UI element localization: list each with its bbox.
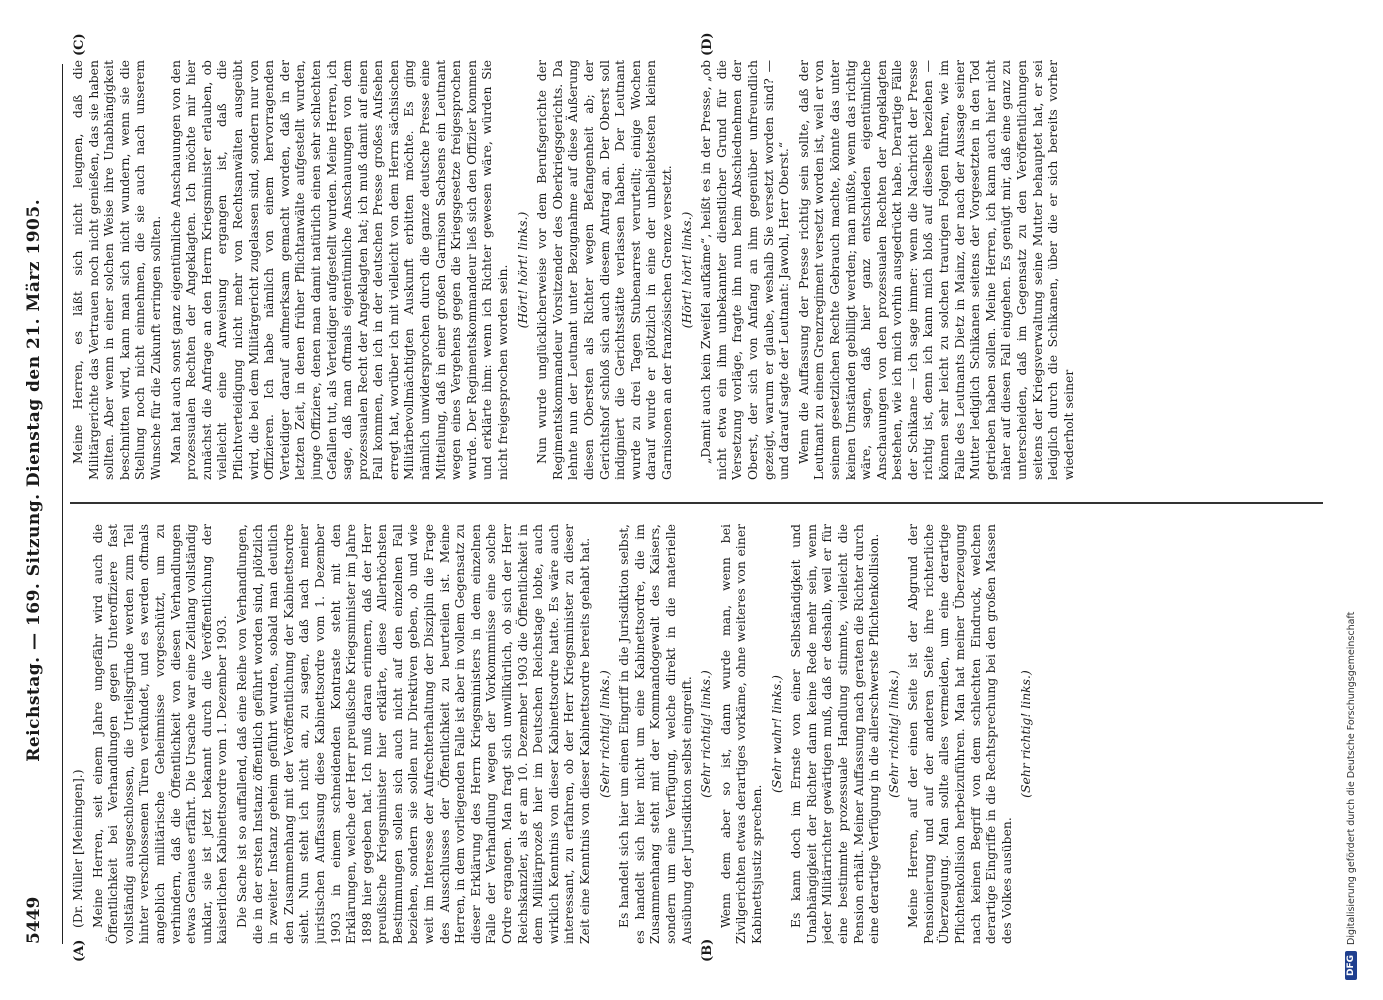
paragraph: Es handelt sich hier um einen Eingriff in die Jurisdiktion selbst, es handelt sich hier nicht um eine Kabinettsordre, die im Zusammenhang steht mit der Kommandogewalt des Kaisers, sondern um eine Verfügung, welche direkt in die materielle Ausübung der Jurisdiktion selbst eingreift. xyxy=(616,524,694,944)
paragraph: Meine Herren, seit einem Jahre ungefähr wird auch die Öffentlichkeit bei Verhandlungen gegen Unteroffiziere fast vollständig ausgeschlossen, die Urteilsgründe werden zum Teil hinter verschlossenen Türen verkündet, und es werden oftmals angeblich militärische Geheimnisse vorgeschützt, um zu verhindern, daß die Öffentlichkeit von diesen Verhandlungen etwas Genaues erfährt. Die Ursache war eine Zeitlang vollständig unklar, sie ist jetzt bekannt durch die Veröffentlichung der kaiserlichen Kabinettsordre vom 1. Dezember 1903. xyxy=(89,524,230,944)
paragraph: Nun wurde unglücklicherweise vor dem Berufsgerichte der Regimentskommandeur Vorsitzender des Oberkriegsgerichts. Da lehnte nun der Leutnant unter Bezugnahme auf diese Äußerung diesen Obersten als Richter wegen Befangenheit ab; der Gerichtshof schloß sich auch diesem Antrag an. Der Oberst soll indigniert die Gerichtsstätte verlassen haben. Der Leutnant wurde zu drei Tagen Stubenarrest verurteilt; einige Wochen darauf wurde er plötzlich in eine der unbeliebtesten kleinen Garnisonen an der französischen Grenze versetzt. xyxy=(534,60,674,480)
page-number: 5449 xyxy=(24,896,44,944)
footer-text: Digitalisierung gefördert durch die Deutsche Forschungsgemeinschaft xyxy=(1345,611,1357,945)
interjection: (Sehr richtig! links.) xyxy=(596,670,612,798)
paragraph: Man hat auch sonst ganz eigentümliche Anschauungen von den prozessualen Rechten der Angeklagten. Ich möchte mir hier zunächst die Anfrage an den Herrn Kriegsminister erlauben, ob vielleicht eine Anweisung ergangen ist, daß die Pflichtverteidigung nicht mehr von Rechtsanwälten ausgeübt wird, die bei dem Militärgericht zugelassen sind, sondern nur von Offizieren. Ich habe nämlich von einem hervorragenden Verteidiger darauf aufmerksam gemacht worden, daß in der letzten Zeit, in denen früher Pflichtanwälte aufgestellt wurden, junge Offiziere, denen man damit natürlich einen sehr schlechten Gefallen tut, als Verteidiger aufgestellt wurden. Meine Herren, ich sage, daß man oftmals eigentümliche Anschauungen von dem prozessualen Recht der Angeklagten hat; ich muß damit auf einen Fall kommen, den ich in der deutschen Presse großes Aufsehen erregt hat, worüber ich mit vielleicht von dem Herrn sächsischen Militärbevollmächtigten Auskunft erbitten möchte. Es ging nämlich unwidersprochen durch die ganze deutsche Presse eine Mitteilung, daß in einer großen Garnison Sachsens ein Leutnant wegen eines Vergehens gegen die Kriegsgesetze freigesprochen wurde. Der Regimentskommandeur ließ sich den Offizier kommen und erklärte ihm: wenn ich Richter gewesen wäre, würden Sie nicht freigesprochen worden sein. xyxy=(167,60,511,480)
paragraph: Wenn dem aber so ist, dann wurde man, wenn bei Zivilgerichten etwas derartiges vorkäme, ohne weiteres von einer Kabinettsjustiz sprechen. xyxy=(717,524,764,944)
dfg-logo-icon: DFG xyxy=(1345,951,1357,980)
interjection: (Hört! hört! links.) xyxy=(678,211,694,329)
left-column xyxy=(70,524,1323,944)
interjection: (Sehr richtig! links.) xyxy=(698,670,714,798)
paragraph: Meine Herren, auf der einen Seite ist der Abgrund der Pensionierung und auf der anderen Seite ihre richterliche Überzeugung. Man sollte alles vermeiden, um eine derartige Pflichtenkollision herbeizuführen. Man hat meiner Überzeugung nach keinen Begriff von dem schlechten Eindruck, welchen derartige Eingriffe in die Rechtsprechung bei den großen Massen des Volkes ausüben. xyxy=(905,524,1014,944)
interjection: (Hört! hört! links.) xyxy=(514,211,530,329)
margin-marker-c: (C) xyxy=(72,33,87,56)
running-title: Reichstag. — 169. Sitzung. Dienstag den 21. März 1905. xyxy=(24,198,44,762)
margin-marker-d: (D) xyxy=(700,32,715,56)
margin-marker-a: (A) xyxy=(72,939,87,962)
right-column xyxy=(70,60,1323,480)
interjection: (Sehr richtig! links.) xyxy=(885,670,901,798)
column-divider xyxy=(70,502,1323,504)
paragraph: Wenn die Auffassung der Presse richtig sein sollte, daß der Leutnant zu einem Grenzregiment versetzt worden ist, weil er von seinem gesetzlichen Rechte Gebrauch machte, könnte das unter keinen Umständen gebilligt werden; man müßte, wenn das richtig wäre, sagen, daß hier ganz entschieden eigentümliche Anschauungen von den prozessualen Rechten der Angeklagten bestehen, wie ich mich vorhin ausgedrückt habe. Derartige Fälle der Schikane — ich sage immer: wenn die Nachricht der Presse richtig ist, denn ich kann mich bloß auf dieselbe beziehen — können sehr leicht zu solchen traurigen Folgen führen, wie im Falle des Leutnants Dietz in Mainz, der nach der Aussage seiner Mutter lediglich Schikanen seitens der Vorgesetzten in den Tod getrieben haben sollen. Meine Herren, ich kann auch hier nicht näher auf diesen Fall eingehen. Es genügt mir, daß eine ganz zu unterscheiden, daß im Gegensatz zu den Veröffentlichungen seitens der Kriegsverwaltung seine Mutter behauptet hat, er sei lediglich durch die Schikanen, über die er sich bereits vorher wiederholt seiner xyxy=(795,60,1076,480)
page-header xyxy=(18,64,63,944)
speaker-line: (Dr. Müller [Meiningen].) xyxy=(70,769,85,928)
paragraph: „Damit auch kein Zweifel aufkäme“, heißt es in der Presse, „ob nicht etwa ein ihm unbekannter dienstlicher Grund für die Versetzung vorläge, fragte ihn nun beim Abschiednehmen der Oberst, der sich von Anfang an ihm gegenüber unfreundlich gezeigt, warum er glaube, weshalb Sie versetzt worden sind? — und darauf sagte der Leutnant: Jawohl, Herr Oberst.“ xyxy=(698,60,792,480)
margin-marker-b: (B) xyxy=(700,938,715,962)
digitization-footer xyxy=(1345,20,1357,980)
paragraph: Es kann doch im Ernste von einer Selbständigkeit und Unabhängigkeit der Richter dann keine Rede mehr sein, wenn jeder Militärrichter gewärtigen muß, daß er deshalb, weil er für eine bestimmte prozessuale Handlung stimmte, vielleicht die Pension erhält. Meiner Auffassung nach geraten die Richter durch eine derartige Verfügung in die allerschwerste Pflichtenkollision. xyxy=(788,524,882,944)
paragraph: Die Sache ist so auffallend, daß eine Reihe von Verhandlungen, die in der ersten Instanz öffentlich geführt worden sind, plötzlich in zweiter Instanz geheim geführt wurden, sobald man deutlich den Zusammenhang mit der Veröffentlichung der Kabinettsordre sieht. Nun steht ich nicht an, zu sagen, daß nach meiner juristischen Auffassung diese Kabinettsordre vom 1. Dezember 1903 in einem schneidenden Kontraste steht mit den Erklärungen, welche der Herr preußische Kriegsminister im Jahre 1898 hier gegeben hat. Ich muß daran erinnern, daß der Herr preußische Kriegsminister hier erklärte, diese Allerhöchsten Bestimmungen sollen sich auch nicht auf den einzelnen Fall beziehen, sondern sie sollen nur Direktiven geben, ob und wie weit im Interesse der Aufrechterhaltung der Disziplin die Frage des Ausschlusses der Öffentlichkeit zu beurteilen ist. Meine Herren, in dem vorliegenden Falle ist aber in vollem Gegensatz zu dieser Erklärung des Herrn Kriegsministers in dem einzelnen Falle der Verhandlung wegen der Vorkommnisse eine solche Ordre ergangen. Man fragt sich unwillkürlich, ob sich der Herr Reichskanzler, als er am 10. Dezember 1903 die Öffentlichkeit in dem Militärprozeß hier im Deutschen Reichstage lobte, auch wirklich Kenntnis von dieser Kabinettsordre hatte. Es wäre auch interessant, zu erfahren, ob der Herr Kriegsminister zu dieser Zeit eine Kenntnis von dieser Kabinettsordre bereits gehabt hat. xyxy=(233,524,592,944)
paragraph: Meine Herren, es läßt sich nicht leugnen, daß die Militärgerichte das Vertrauen noch nicht genießen, das sie haben sollten. Aber wenn in einer solchen Weise ihre Unabhängigkeit beschnitten wird, kann man sich nicht wundern, wenn sie die Stellung noch nicht einnehmen, die sie auch nach unserem Wunsche für die Zukunft erringen sollten. xyxy=(70,60,163,480)
interjection: (Sehr richtig! links.) xyxy=(1018,670,1034,798)
interjection: (Sehr wahr! links.) xyxy=(768,675,784,793)
